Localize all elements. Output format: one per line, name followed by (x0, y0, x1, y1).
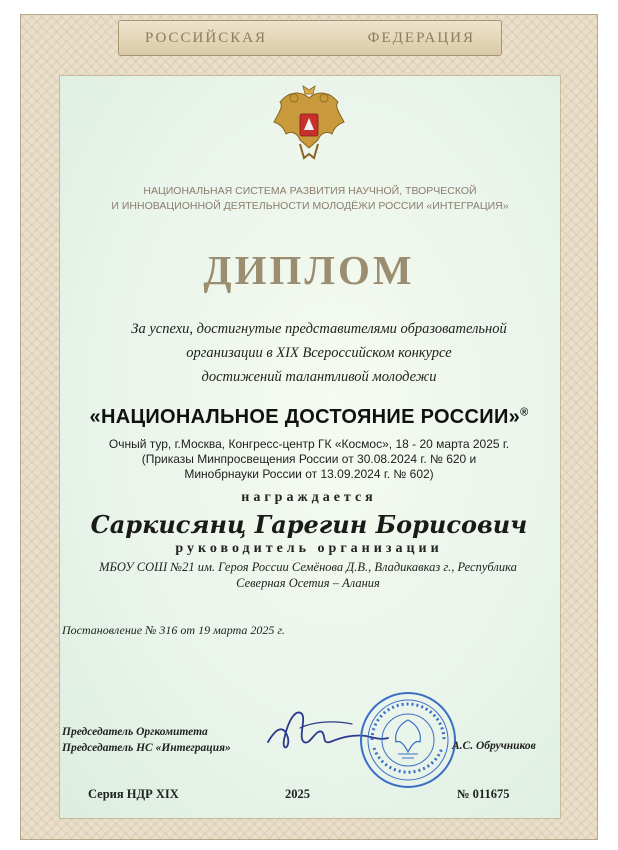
diploma-title: ДИПЛОМ (203, 247, 415, 293)
double-headed-eagle-icon (270, 84, 348, 166)
signatory-role-1: Председатель Оргкомитета (62, 726, 208, 738)
contest-title: «НАЦИОНАЛЬНОЕ ДОСТОЯНИЕ РОССИИ» (89, 406, 521, 428)
school-name (88, 559, 528, 591)
contest-details-line-2: (Приказы Минпросвещения России от 30.08.2024 г. № 620 и (141, 452, 477, 466)
diploma-number: № 011675 (457, 787, 510, 801)
recipient-name: Саркисянц Гарегин Борисович (90, 510, 528, 539)
organization-name (60, 184, 560, 214)
signatory-role-2: Председатель НС «Интеграция» (62, 742, 231, 754)
official-seal-icon (358, 690, 458, 790)
awarded-label: награждается (241, 490, 377, 505)
diploma-series: Серия НДР XIX (88, 787, 179, 801)
organization-line-2: И ИННОВАЦИОННОЙ ДЕЯТЕЛЬНОСТИ МОЛОДЁЖИ РОССИИ «ИНТЕГРАЦИЯ» (111, 200, 509, 212)
ribbon-right-text: ФЕДЕРАЦИЯ (367, 29, 475, 46)
header-ribbon (118, 20, 502, 56)
award-reason-line-3: достижений талантливой молодежи (201, 369, 437, 385)
award-reason-line-2: организации в XIX Всероссийском конкурсе (186, 345, 452, 361)
recipient-position: руководитель организации (175, 541, 443, 556)
diploma-year: 2025 (285, 787, 310, 801)
ribbon-left-text: РОССИЙСКАЯ (145, 29, 268, 46)
organization-line-1: НАЦИОНАЛЬНАЯ СИСТЕМА РАЗВИТИЯ НАУЧНОЙ, ТВОРЧЕСКОЙ (143, 185, 477, 197)
contest-name (0, 406, 618, 429)
decree-reference: Постановление № 316 от 19 марта 2025 г. (62, 623, 285, 637)
contest-details-line-1: Очный тур, г.Москва, Конгресс-центр ГК «Космос», 18 - 20 марта 2025 г. (108, 437, 510, 451)
contest-details-line-3: Минобрнауки России от 13.09.2024 г. № 602) (184, 467, 434, 481)
signatory-name: А.С. Обручников (452, 740, 536, 752)
award-reason (60, 317, 578, 389)
contest-details (80, 437, 538, 482)
school-line-1: МБОУ СОШ №21 им. Героя России Семёнова Д.В., Владикавказ г., Республика (99, 560, 517, 574)
school-line-2: Северная Осетия – Алания (236, 576, 380, 590)
signatory-roles (62, 724, 231, 756)
registered-mark: ® (520, 406, 529, 419)
award-reason-line-1: За успехи, достигнутые представителями образовательной (131, 321, 507, 337)
